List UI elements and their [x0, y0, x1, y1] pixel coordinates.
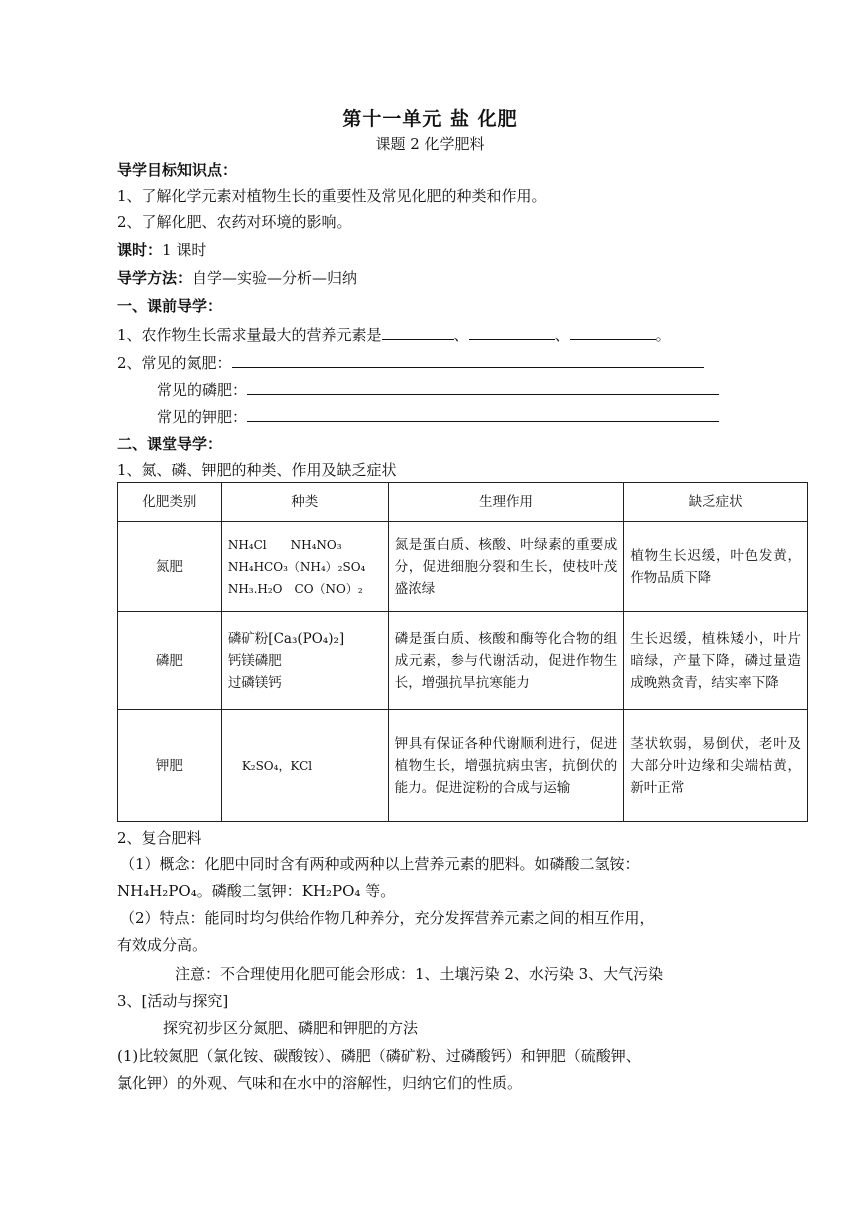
phosphate-answer-blank[interactable] — [247, 378, 719, 395]
table-row — [118, 710, 808, 822]
category-cell: 磷肥 — [118, 612, 222, 710]
pre-q1-sep-2: 、 — [554, 326, 570, 344]
category-cell: 氮肥 — [118, 522, 222, 612]
pre-q1-end: 。 — [655, 326, 671, 344]
kinds-cell — [221, 710, 388, 822]
answer-blank-1[interactable] — [382, 323, 454, 340]
compound-note: 注意：不合理使用化肥可能会形成：1、土壤污染 2、水污染 3、大气污染 — [175, 965, 664, 983]
nitrogen-answer-blank[interactable] — [232, 351, 704, 368]
category-cell: 钾肥 — [118, 710, 222, 822]
potash-answer-blank[interactable] — [247, 405, 719, 422]
pre-question-2 — [117, 351, 704, 373]
class-heading: 二、课堂导学： — [117, 435, 223, 453]
pre-question-2-k — [157, 405, 719, 427]
answer-blank-3[interactable] — [570, 323, 656, 340]
activity-intro: 探究初步区分氮肥、磷肥和钾肥的方法 — [163, 1019, 419, 1037]
kinds-cell — [221, 612, 388, 710]
page-title: 第十一单元 盐 化肥 — [342, 108, 518, 130]
fertilizer-table — [117, 482, 808, 822]
kind-item: K₂SO₄，KCl — [241, 758, 313, 773]
table-row — [118, 522, 808, 612]
pre-heading: 一、课前导学： — [117, 297, 223, 315]
period-value: 1 课时 — [162, 241, 207, 259]
pre-question-1-text: 1、农作物生长需求量最大的营养元素是 — [117, 326, 382, 344]
pre-q1-sep-1: 、 — [453, 326, 469, 344]
symptom-cell: 茎状软弱，易倒伏，老叶及大部分叶边缘和尖端枯黄，新叶正常 — [624, 710, 808, 822]
table-header-row — [118, 483, 808, 522]
goal-item-1: 1、了解化学元素对植物生长的重要性及常见化肥的种类和作用。 — [117, 187, 547, 205]
class-sub-1: 1、氮、磷、钾肥的种类、作用及缺乏症状 — [117, 461, 397, 479]
activity-item-2: 氯化钾）的外观、气味和在水中的溶解性，归纳它们的性质。 — [117, 1074, 523, 1092]
compound-feature-2: 有效成分高。 — [117, 936, 208, 954]
table-header-cell: 生理作用 — [388, 483, 624, 522]
goal-item-2: 2、了解化肥、农药对环境的影响。 — [117, 213, 352, 231]
compound-feature-1: （2）特点：能同时均匀供给作物几种养分，充分发挥营养元素之间的相互作用， — [120, 909, 655, 927]
kind-item: NH₃.H₂O CO（NO）₂ — [227, 581, 363, 596]
kind-item: 钙镁磷肥 — [227, 652, 282, 669]
period-label: 课时： — [117, 241, 163, 259]
goals-heading: 导学目标知识点： — [117, 161, 238, 179]
effect-cell: 氮是蛋白质、核酸、叶绿素的重要成分，促进细胞分裂和生长，使枝叶茂盛浓绿 — [388, 522, 624, 612]
answer-blank-2[interactable] — [469, 323, 555, 340]
symptom-cell: 植物生长迟缓，叶色发黄，作物品质下降 — [624, 522, 808, 612]
table-row — [118, 612, 808, 710]
table-header-cell: 缺乏症状 — [624, 483, 808, 522]
pre-question-1 — [117, 323, 671, 345]
nitrogen-fertilizer-label: 2、常见的氮肥： — [117, 354, 232, 372]
pre-question-2-p — [157, 378, 719, 400]
kinds-cell — [221, 522, 388, 612]
compound-heading: 2、复合肥料 — [117, 829, 202, 847]
method-label: 导学方法： — [117, 269, 193, 287]
table-header-cell: 化肥类别 — [118, 483, 222, 522]
effect-cell: 磷是蛋白质、核酸和酶等化合物的组成元素，参与代谢活动，促进作物生长，增强抗旱抗寒能力 — [388, 612, 624, 710]
compound-concept-1: （1）概念：化肥中同时含有两种或两种以上营养元素的肥料。如磷酸二氢铵： — [120, 855, 640, 873]
potash-fertilizer-label: 常见的钾肥： — [157, 408, 248, 426]
activity-heading: 3、[活动与探究] — [117, 992, 229, 1010]
effect-cell: 钾具有保证各种代谢顺利进行，促进植物生长，增强抗病虫害，抗倒伏的能力。促进淀粉的合成与运输 — [388, 710, 624, 822]
compound-concept-2: NH₄H₂PO₄。磷酸二氢钾：KH₂PO₄ 等。 — [117, 882, 396, 900]
method-value: 自学—实验—分析—归纳 — [192, 269, 358, 287]
table-header-cell: 种类 — [221, 483, 388, 522]
phosphate-fertilizer-label: 常见的磷肥： — [157, 381, 248, 399]
kind-item: NH₄HCO₃（NH₄）₂SO₄ — [227, 559, 366, 574]
method-line — [117, 268, 357, 288]
page-subtitle: 课题 2 化学肥料 — [375, 135, 485, 153]
kind-item: NH₄Cl NH₄NO₃ — [227, 537, 342, 552]
period-line — [117, 240, 206, 260]
kind-item: 过磷镁钙 — [227, 674, 282, 691]
kind-item: 磷矿粉[Ca₃(PO₄)₂] — [227, 630, 345, 647]
activity-item-1: (1)比较氮肥（氯化铵、碳酸铵）、磷肥（磷矿粉、过磷酸钙）和钾肥（硫酸钾、 — [117, 1047, 641, 1065]
symptom-cell: 生长迟缓，植株矮小，叶片暗绿，产量下降，磷过量造成晚熟贪青，结实率下降 — [624, 612, 808, 710]
